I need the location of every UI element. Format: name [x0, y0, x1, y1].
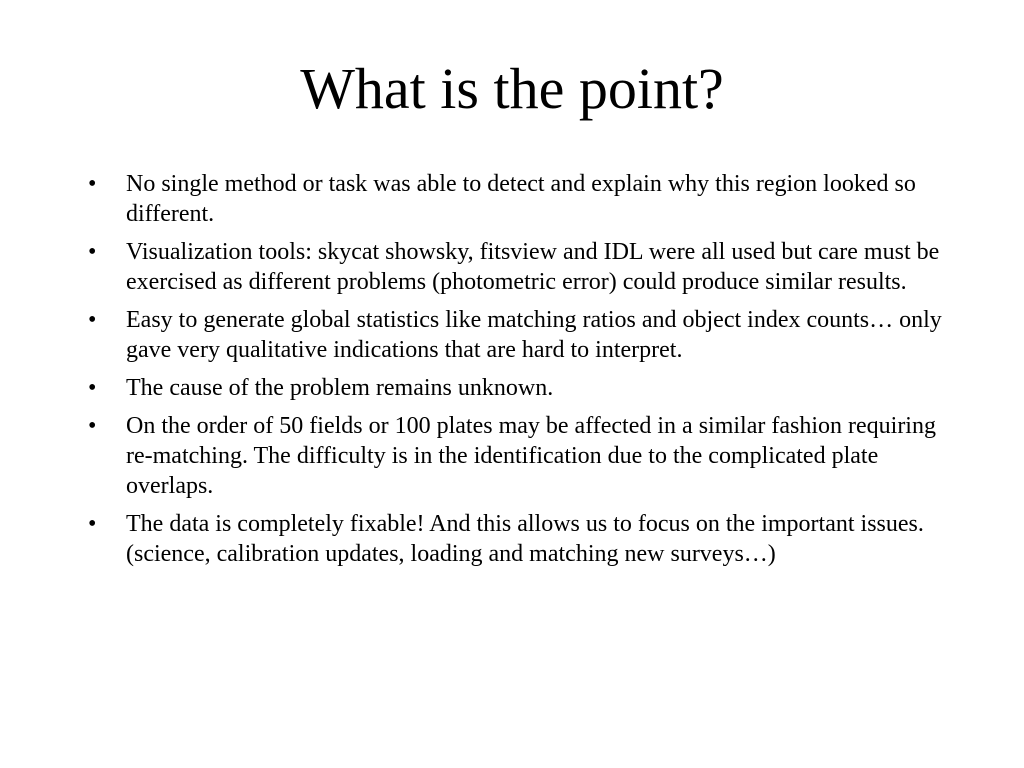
bullet-list — [126, 169, 946, 577]
bullet-item: • On the order of 50 fields or 100 plates may be affected in a similar fashion requiring re-matching. The difficulty is in the identification due to the complicated plate overlaps. — [126, 411, 946, 501]
bullet-item: • Visualization tools: skycat showsky, fitsview and IDL were all used but care must be exercised as different problems (photometric error) could produce similar results. — [126, 237, 946, 297]
bullet-item: • The data is completely fixable! And this allows us to focus on the important issues. (science, calibration updates, loading and matching new surveys…) — [126, 509, 946, 569]
bullet-item: • Easy to generate global statistics like matching ratios and object index counts… only gave very qualitative indications that are hard to interpret. — [126, 305, 946, 365]
bullet-item: • The cause of the problem remains unknown. — [126, 373, 946, 403]
bullet-item: • No single method or task was able to detect and explain why this region looked so different. — [126, 169, 946, 229]
slide-title: What is the point? — [300, 56, 724, 121]
